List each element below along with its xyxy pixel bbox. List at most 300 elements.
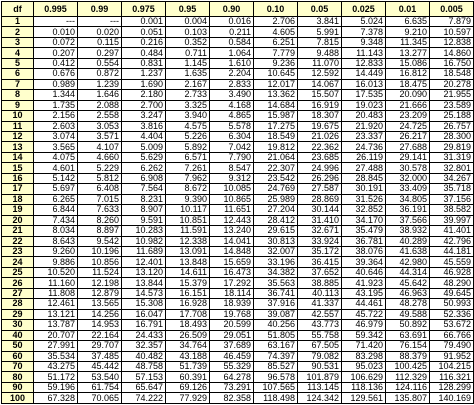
value-cell: 12.017 <box>254 79 298 89</box>
value-cell: 27.488 <box>342 163 386 173</box>
value-cell: 17.708 <box>166 309 210 319</box>
value-cell: 28.412 <box>254 215 298 225</box>
value-cell: 1.610 <box>210 58 254 68</box>
value-cell: 118.498 <box>254 393 298 404</box>
value-cell: 50.993 <box>430 299 474 309</box>
value-cell: 18.939 <box>210 299 254 309</box>
value-cell: 140.169 <box>430 393 474 404</box>
value-cell: 4.865 <box>210 111 254 121</box>
value-cell: 32.000 <box>386 173 430 183</box>
df-cell: 29 <box>2 309 34 319</box>
value-cell: 69.126 <box>166 382 210 392</box>
value-cell: 7.042 <box>210 142 254 152</box>
df-cell: 28 <box>2 299 34 309</box>
table-row <box>2 184 474 194</box>
value-cell: 43.188 <box>166 351 210 361</box>
value-cell: 82.358 <box>210 393 254 404</box>
value-cell: 13.787 <box>34 320 78 330</box>
value-cell: 46.928 <box>430 267 474 277</box>
value-cell: 77.929 <box>166 393 210 404</box>
df-cell: 80 <box>2 372 34 382</box>
df-cell: 8 <box>2 90 34 100</box>
value-cell: 10.520 <box>34 267 78 277</box>
value-cell: 24.433 <box>122 330 166 340</box>
value-cell: 18.307 <box>298 111 342 121</box>
value-cell: 32.671 <box>298 226 342 236</box>
value-cell: 9.886 <box>34 257 78 267</box>
value-cell: 0.352 <box>166 37 210 47</box>
value-cell: 1.735 <box>34 100 78 110</box>
value-cell: 30.578 <box>386 163 430 173</box>
value-cell: 16.013 <box>342 79 386 89</box>
value-cell: 39.087 <box>254 309 298 319</box>
value-cell: 21.026 <box>298 131 342 141</box>
value-cell: 18.475 <box>386 79 430 89</box>
value-cell: 9.542 <box>78 236 122 246</box>
value-cell: 0.010 <box>34 27 78 37</box>
value-cell: 6.262 <box>122 163 166 173</box>
value-cell: 19.023 <box>342 100 386 110</box>
value-cell: 107.565 <box>254 382 298 392</box>
value-cell: 1.635 <box>166 69 210 79</box>
value-cell: 6.844 <box>34 205 78 215</box>
value-cell: 26.757 <box>430 121 474 131</box>
value-cell: 21.064 <box>254 152 298 162</box>
value-cell: 11.070 <box>298 58 342 68</box>
value-cell: 49.588 <box>386 309 430 319</box>
df-cell: 7 <box>2 79 34 89</box>
value-cell: 1.064 <box>210 48 254 58</box>
value-cell: 21.666 <box>386 100 430 110</box>
value-cell: 8.231 <box>122 194 166 204</box>
value-cell: 1.239 <box>78 79 122 89</box>
value-cell: 104.215 <box>430 361 474 371</box>
df-cell: 14 <box>2 152 34 162</box>
value-cell: 46.963 <box>386 288 430 298</box>
value-cell: 36.191 <box>386 205 430 215</box>
df-cell: 5 <box>2 58 34 68</box>
value-cell: 12.592 <box>298 69 342 79</box>
value-cell: 4.605 <box>254 27 298 37</box>
value-cell: 19.812 <box>254 142 298 152</box>
table-row <box>2 163 474 173</box>
value-cell: 46.979 <box>342 320 386 330</box>
value-cell: 0.072 <box>34 37 78 47</box>
table-row <box>2 372 474 382</box>
value-cell: 20.278 <box>430 79 474 89</box>
table-row <box>2 90 474 100</box>
df-cell: 16 <box>2 173 34 183</box>
value-cell: 35.563 <box>254 278 298 288</box>
value-cell: 14.449 <box>342 69 386 79</box>
value-cell: 7.378 <box>342 27 386 37</box>
value-cell: 2.833 <box>210 79 254 89</box>
value-cell: 13.240 <box>210 226 254 236</box>
value-cell: 42.557 <box>298 309 342 319</box>
value-cell: 16.473 <box>210 267 254 277</box>
value-cell: 35.479 <box>342 226 386 236</box>
value-cell: 60.391 <box>166 372 210 382</box>
table-row <box>2 173 474 183</box>
value-cell: 1.145 <box>166 58 210 68</box>
value-cell: 51.172 <box>34 372 78 382</box>
table-row <box>2 382 474 392</box>
value-cell: 16.928 <box>166 299 210 309</box>
value-cell: 8.897 <box>78 226 122 236</box>
table-row <box>2 246 474 256</box>
value-cell: 32.801 <box>430 163 474 173</box>
table-row <box>2 111 474 121</box>
value-cell: 0.115 <box>78 37 122 47</box>
value-cell: 35.172 <box>298 246 342 256</box>
value-cell: 13.120 <box>122 267 166 277</box>
value-cell: 18.549 <box>254 131 298 141</box>
value-cell: 1.690 <box>122 79 166 89</box>
value-cell: 6.251 <box>254 37 298 47</box>
value-cell: 35.534 <box>34 351 78 361</box>
column-header-p-0.995: 0.995 <box>34 2 78 17</box>
value-cell: 55.329 <box>210 361 254 371</box>
value-cell: 79.082 <box>298 351 342 361</box>
column-header-p-0.005: 0.005 <box>430 2 474 17</box>
value-cell: 5.226 <box>166 131 210 141</box>
value-cell: 18.493 <box>166 320 210 330</box>
value-cell: 10.865 <box>210 194 254 204</box>
value-cell: 57.153 <box>122 372 166 382</box>
table-row <box>2 69 474 79</box>
value-cell: 124.342 <box>298 393 342 404</box>
value-cell: 6.908 <box>122 173 166 183</box>
table-body <box>2 17 474 404</box>
table-row <box>2 288 474 298</box>
value-cell: 51.805 <box>254 330 298 340</box>
value-cell: 113.145 <box>298 382 342 392</box>
df-cell: 17 <box>2 184 34 194</box>
value-cell: 46.459 <box>210 351 254 361</box>
value-cell: 3.247 <box>122 111 166 121</box>
value-cell: 18.548 <box>430 69 474 79</box>
table-row <box>2 17 474 27</box>
value-cell: 20.090 <box>386 90 430 100</box>
table-row <box>2 142 474 152</box>
value-cell: 28.300 <box>430 131 474 141</box>
table-row <box>2 27 474 37</box>
value-cell: 0.020 <box>78 27 122 37</box>
value-cell: 55.758 <box>298 330 342 340</box>
value-cell: 8.260 <box>78 215 122 225</box>
column-header-p-0.10: 0.10 <box>254 2 298 17</box>
df-cell: 40 <box>2 330 34 340</box>
value-cell: 23.209 <box>386 111 430 121</box>
value-cell: 14.848 <box>210 246 254 256</box>
column-header-p-0.975: 0.975 <box>122 2 166 17</box>
value-cell: 43.773 <box>298 320 342 330</box>
value-cell: 63.691 <box>386 330 430 340</box>
value-cell: 4.575 <box>166 121 210 131</box>
value-cell: 8.643 <box>34 236 78 246</box>
value-cell: 37.156 <box>430 194 474 204</box>
value-cell: 40.113 <box>298 288 342 298</box>
value-cell: 79.490 <box>430 341 474 351</box>
value-cell: 40.646 <box>342 267 386 277</box>
value-cell: 7.790 <box>210 152 254 162</box>
df-cell: 27 <box>2 288 34 298</box>
value-cell: 50.892 <box>386 320 430 330</box>
value-cell: 112.329 <box>386 372 430 382</box>
value-cell: 67.328 <box>34 393 78 404</box>
value-cell: 95.023 <box>342 361 386 371</box>
df-cell: 100 <box>2 393 34 404</box>
value-cell: 5.812 <box>78 173 122 183</box>
df-cell: 22 <box>2 236 34 246</box>
value-cell: --- <box>34 17 78 27</box>
value-cell: 10.851 <box>166 215 210 225</box>
table-row <box>2 267 474 277</box>
table-row <box>2 351 474 361</box>
value-cell: 128.299 <box>430 382 474 392</box>
value-cell: 7.434 <box>34 215 78 225</box>
table-row <box>2 330 474 340</box>
df-cell: 20 <box>2 215 34 225</box>
value-cell: 30.144 <box>298 205 342 215</box>
table-row <box>2 100 474 110</box>
value-cell: 10.283 <box>122 226 166 236</box>
table-row <box>2 121 474 131</box>
value-cell: 38.932 <box>386 226 430 236</box>
value-cell: 61.754 <box>78 382 122 392</box>
value-cell: 0.989 <box>34 79 78 89</box>
df-cell: 26 <box>2 278 34 288</box>
value-cell: 3.053 <box>78 121 122 131</box>
value-cell: 30.191 <box>342 184 386 194</box>
column-header-p-0.05: 0.05 <box>298 2 342 17</box>
value-cell: 43.195 <box>342 288 386 298</box>
value-cell: 6.265 <box>34 194 78 204</box>
value-cell: 24.736 <box>342 142 386 152</box>
value-cell: 0.001 <box>122 17 166 27</box>
table-row <box>2 194 474 204</box>
value-cell: 41.337 <box>298 299 342 309</box>
value-cell: 34.764 <box>166 341 210 351</box>
value-cell: 11.143 <box>342 48 386 58</box>
value-cell: 0.831 <box>122 58 166 68</box>
table-row <box>2 58 474 68</box>
value-cell: 37.652 <box>298 267 342 277</box>
value-cell: 59.196 <box>34 382 78 392</box>
value-cell: 91.952 <box>430 351 474 361</box>
table-row <box>2 341 474 351</box>
value-cell: 20.599 <box>210 320 254 330</box>
value-cell: 10.856 <box>78 257 122 267</box>
table-row <box>2 320 474 330</box>
value-cell: 25.989 <box>254 194 298 204</box>
value-cell: 29.141 <box>386 152 430 162</box>
df-cell: 21 <box>2 226 34 236</box>
df-cell: 10 <box>2 111 34 121</box>
value-cell: 7.633 <box>78 205 122 215</box>
value-cell: 2.733 <box>166 90 210 100</box>
value-cell: 3.565 <box>34 142 78 152</box>
table-row <box>2 226 474 236</box>
value-cell: 2.603 <box>34 121 78 131</box>
value-cell: 10.597 <box>430 27 474 37</box>
df-cell: 6 <box>2 69 34 79</box>
value-cell: 34.267 <box>430 173 474 183</box>
value-cell: 5.697 <box>34 184 78 194</box>
value-cell: 1.344 <box>34 90 78 100</box>
value-cell: 29.707 <box>78 341 122 351</box>
df-cell: 12 <box>2 131 34 141</box>
value-cell: 48.758 <box>122 361 166 371</box>
value-cell: 27.204 <box>254 205 298 215</box>
value-cell: 14.573 <box>122 288 166 298</box>
df-cell: 9 <box>2 100 34 110</box>
value-cell: 30.813 <box>254 236 298 246</box>
value-cell: 26.296 <box>298 173 342 183</box>
value-cell: 44.461 <box>342 299 386 309</box>
value-cell: 33.924 <box>298 236 342 246</box>
value-cell: 36.781 <box>342 236 386 246</box>
value-cell: 33.409 <box>386 184 430 194</box>
value-cell: 2.700 <box>122 100 166 110</box>
value-cell: 48.278 <box>386 299 430 309</box>
value-cell: 2.558 <box>78 111 122 121</box>
value-cell: 10.085 <box>210 184 254 194</box>
value-cell: 9.488 <box>298 48 342 58</box>
value-cell: 88.379 <box>386 351 430 361</box>
value-cell: 10.117 <box>166 205 210 215</box>
value-cell: 37.689 <box>210 341 254 351</box>
value-cell: 96.578 <box>254 372 298 382</box>
value-cell: 29.051 <box>210 330 254 340</box>
value-cell: 23.542 <box>254 173 298 183</box>
df-cell: 15 <box>2 163 34 173</box>
value-cell: 20.707 <box>34 330 78 340</box>
value-cell: 73.291 <box>210 382 254 392</box>
value-cell: 3.940 <box>166 111 210 121</box>
value-cell: 9.260 <box>34 246 78 256</box>
value-cell: 26.119 <box>342 152 386 162</box>
value-cell: 34.170 <box>342 215 386 225</box>
value-cell: 2.706 <box>254 17 298 27</box>
df-cell: 24 <box>2 257 34 267</box>
value-cell: 13.121 <box>34 309 78 319</box>
value-cell: 51.739 <box>166 361 210 371</box>
value-cell: 37.485 <box>78 351 122 361</box>
value-cell: 16.812 <box>386 69 430 79</box>
value-cell: 26.217 <box>386 131 430 141</box>
value-cell: 0.872 <box>78 69 122 79</box>
value-cell: 70.065 <box>78 393 122 404</box>
value-cell: 9.312 <box>210 173 254 183</box>
value-cell: 90.531 <box>298 361 342 371</box>
value-cell: 43.275 <box>34 361 78 371</box>
value-cell: 14.611 <box>166 267 210 277</box>
value-cell: 6.304 <box>210 131 254 141</box>
value-cell: 41.638 <box>386 246 430 256</box>
value-cell: 5.629 <box>122 152 166 162</box>
value-cell: 17.292 <box>210 278 254 288</box>
column-header-p-0.99: 0.99 <box>78 2 122 17</box>
value-cell: 23.337 <box>342 131 386 141</box>
value-cell: 38.076 <box>342 246 386 256</box>
value-cell: 9.236 <box>254 58 298 68</box>
value-cell: 45.559 <box>430 257 474 267</box>
column-header-df: df <box>2 2 34 17</box>
df-cell: 11 <box>2 121 34 131</box>
value-cell: 22.362 <box>298 142 342 152</box>
value-cell: 28.869 <box>298 194 342 204</box>
value-cell: 5.991 <box>298 27 342 37</box>
value-cell: 59.342 <box>342 330 386 340</box>
df-cell: 4 <box>2 48 34 58</box>
value-cell: 1.237 <box>122 69 166 79</box>
value-cell: 0.103 <box>166 27 210 37</box>
column-header-p-0.025: 0.025 <box>342 2 386 17</box>
table-row <box>2 215 474 225</box>
value-cell: 64.278 <box>210 372 254 382</box>
value-cell: 52.336 <box>430 309 474 319</box>
df-cell: 23 <box>2 246 34 256</box>
value-cell: 106.629 <box>342 372 386 382</box>
value-cell: 45.642 <box>386 278 430 288</box>
value-cell: 32.007 <box>254 246 298 256</box>
value-cell: 45.442 <box>78 361 122 371</box>
value-cell: 32.357 <box>122 341 166 351</box>
value-cell: 42.796 <box>430 236 474 246</box>
value-cell: 74.397 <box>254 351 298 361</box>
value-cell: 63.167 <box>254 341 298 351</box>
header-row <box>2 2 474 17</box>
value-cell: 9.390 <box>166 194 210 204</box>
value-cell: 7.564 <box>122 184 166 194</box>
value-cell: 135.807 <box>386 393 430 404</box>
df-cell: 50 <box>2 341 34 351</box>
value-cell: 29.615 <box>254 226 298 236</box>
value-cell: 0.207 <box>34 48 78 58</box>
df-cell: 2 <box>2 27 34 37</box>
value-cell: 34.382 <box>254 267 298 277</box>
value-cell: 12.461 <box>34 299 78 309</box>
value-cell: 0.676 <box>34 69 78 79</box>
value-cell: 31.410 <box>298 215 342 225</box>
value-cell: 19.675 <box>298 121 342 131</box>
value-cell: 18.114 <box>210 288 254 298</box>
column-header-p-0.95: 0.95 <box>166 2 210 17</box>
value-cell: 76.154 <box>386 341 430 351</box>
value-cell: 83.298 <box>342 351 386 361</box>
table-row <box>2 361 474 371</box>
value-cell: 0.484 <box>122 48 166 58</box>
value-cell: 41.923 <box>342 278 386 288</box>
value-cell: 39.364 <box>342 257 386 267</box>
value-cell: 3.841 <box>298 17 342 27</box>
value-cell: 14.860 <box>430 48 474 58</box>
value-cell: 4.168 <box>210 100 254 110</box>
value-cell: 13.848 <box>166 257 210 267</box>
value-cell: 15.379 <box>166 278 210 288</box>
value-cell: 12.879 <box>78 288 122 298</box>
value-cell: 37.916 <box>254 299 298 309</box>
value-cell: 2.088 <box>78 100 122 110</box>
value-cell: 10.982 <box>122 236 166 246</box>
value-cell: 25.188 <box>430 111 474 121</box>
value-cell: 116.321 <box>430 372 474 382</box>
value-cell: 14.684 <box>254 100 298 110</box>
value-cell: 8.672 <box>166 184 210 194</box>
value-cell: 21.920 <box>342 121 386 131</box>
value-cell: 37.566 <box>386 215 430 225</box>
